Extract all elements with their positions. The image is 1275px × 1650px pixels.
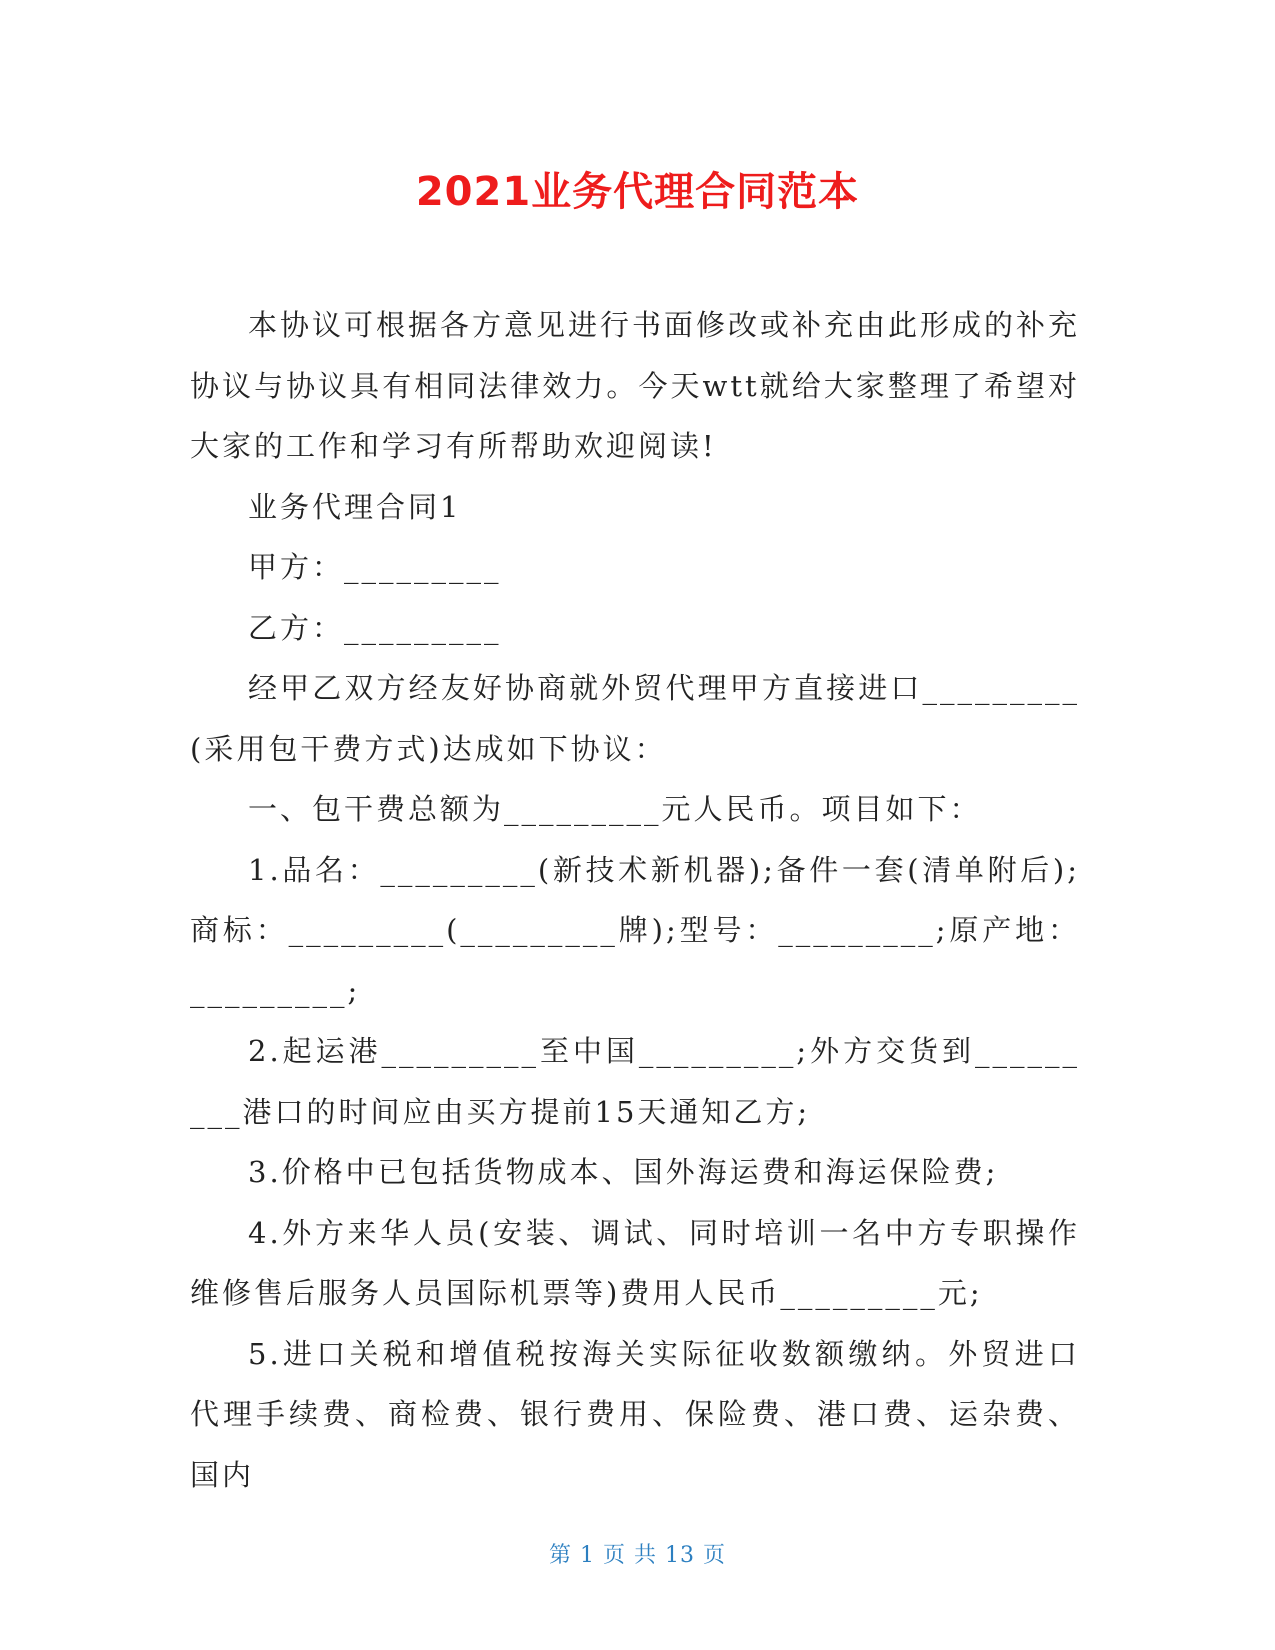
contract-heading: 业务代理合同1 <box>248 489 462 524</box>
item-3-price: 3.价格中已包括货物成本、国外海运费和海运保险费; <box>248 1155 999 1189</box>
clause-1-total-fee: 一、包干费总额为_________元人民币。项目如下： <box>248 792 982 826</box>
page-footer: 第 1 页 共 13 页 <box>549 1543 726 1568</box>
document-body <box>190 295 1080 1505</box>
item-4-personnel: 4.外方来华人员(安装、调试、同时培训一名中方专职操作维修售后服务人员国际机票等)费用人民币_________元; <box>190 1215 1080 1310</box>
item-2-port: 2.起运港_________至中国_________;外方交货到_________港口的时间应由买方提前15天通知乙方; <box>190 1034 1080 1129</box>
agreement-preamble: 经甲乙双方经友好协商就外贸代理甲方直接进口_________(采用包干费方式)达成如下协议： <box>190 671 1080 766</box>
document-title: 2021业务代理合同范本 <box>415 169 860 215</box>
party-a-line: 甲方：_________ <box>248 550 502 584</box>
party-b-line: 乙方：_________ <box>248 610 502 645</box>
item-1-product: 1.品名：_________(新技术新机器);备件一套(清单附后);商标：_________(_________牌);型号：_________;原产地：_________; <box>190 852 1080 1008</box>
intro-paragraph: 本协议可根据各方意见进行书面修改或补充由此形成的补充协议与协议具有相同法律效力。今天wtt就给大家整理了希望对大家的工作和学习有所帮助欢迎阅读! <box>190 308 1081 463</box>
item-5-taxes: 5.进口关税和增值税按海关实际征收数额缴纳。外贸进口代理手续费、商检费、银行费用、保险费、港口费、运杂费、国内 <box>190 1336 1080 1492</box>
